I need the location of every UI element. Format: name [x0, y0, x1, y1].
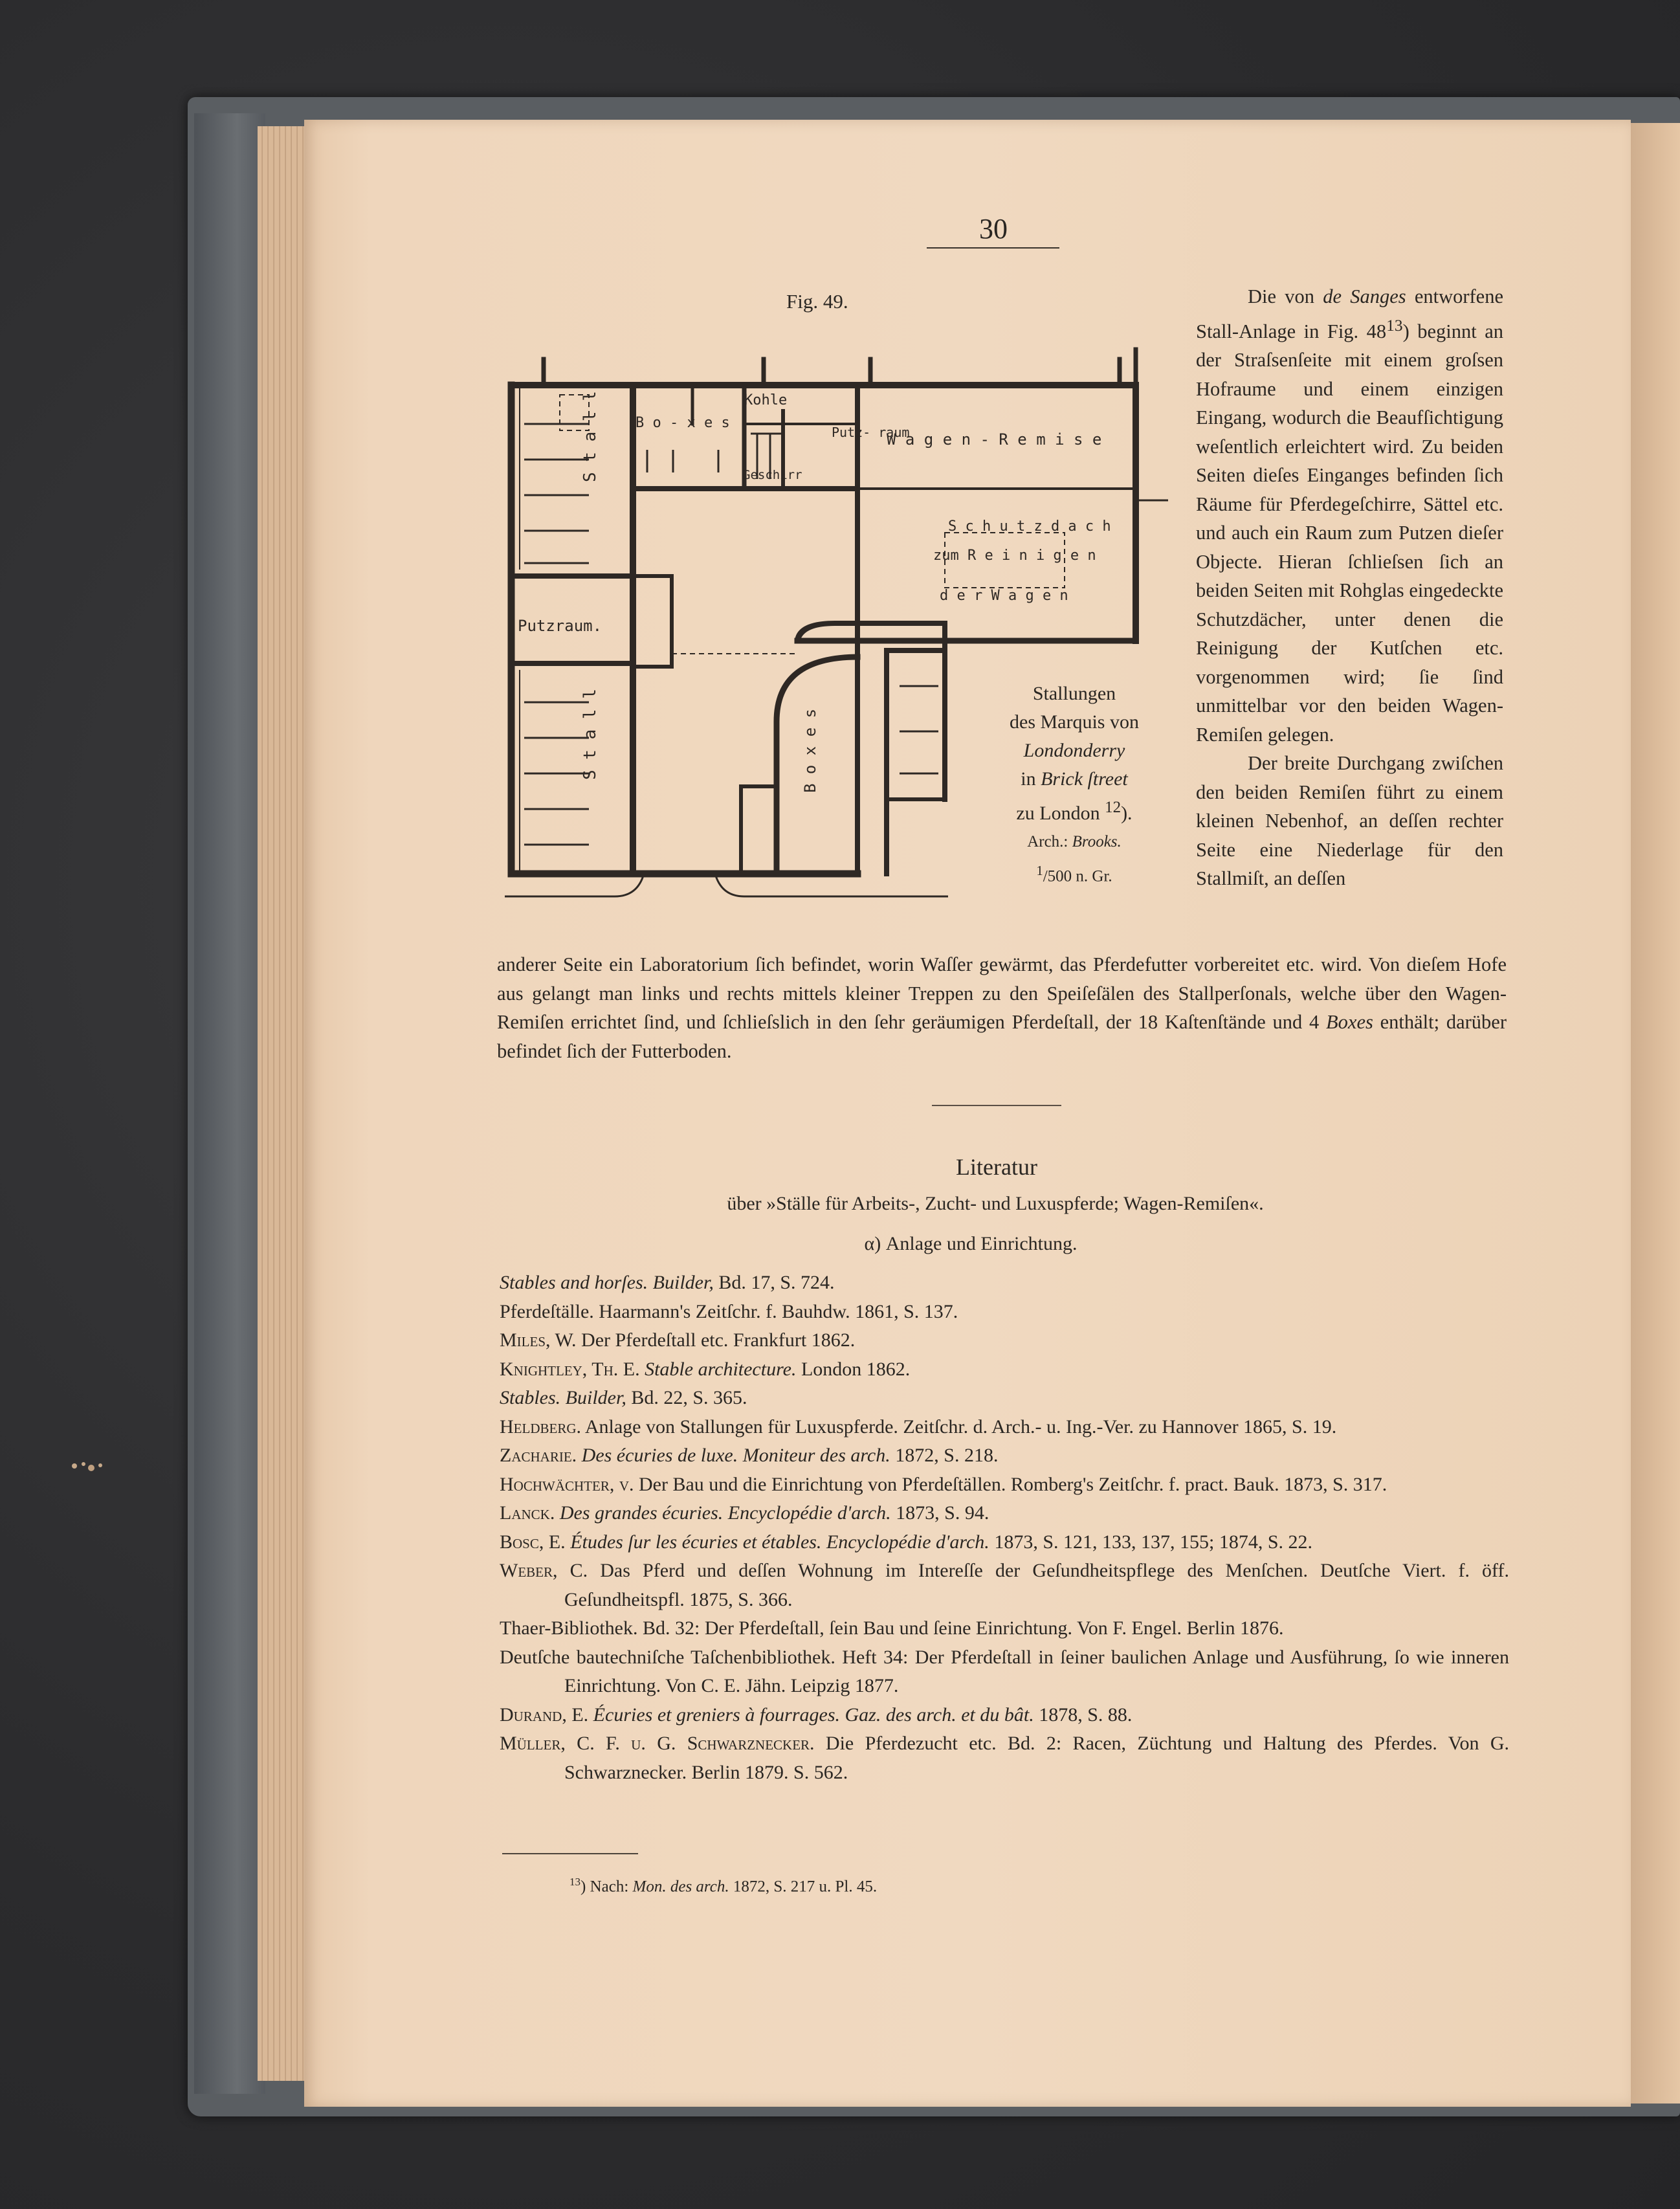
- caption-line-1: Stallungen: [1032, 683, 1116, 704]
- paragraph-1: [1196, 282, 1503, 749]
- reference-part-sc: Müller, C. F. u. G. Schwarznecker.: [500, 1733, 815, 1754]
- reference-entry: [500, 1701, 1509, 1730]
- caption-line-5: [971, 794, 1178, 828]
- reference-part-sc: Lanck.: [500, 1502, 555, 1524]
- plan-label-stall-top: S t a l l: [580, 391, 600, 482]
- footnote-prefix: ) Nach:: [580, 1878, 633, 1896]
- reference-part-sc: Heldberg.: [500, 1415, 581, 1438]
- plan-label-boxes-right: B o x e s: [801, 708, 819, 793]
- caption-line-3: Londonderry: [1023, 740, 1125, 761]
- reference-part-t1: Pferdeſtälle. Haarmann's Zeitſchr. f. Bauhdw. 1861, S. 137.: [500, 1300, 958, 1322]
- reference-entry: [500, 1499, 1509, 1528]
- caption-street: Brick ſtreet: [1041, 768, 1128, 790]
- caption-line-5-text: zu London: [1016, 803, 1100, 824]
- reference-part-t1: [723, 1502, 728, 1524]
- section-separator: [932, 1105, 1061, 1106]
- p1-a: Die von: [1248, 285, 1323, 307]
- footnote-number: 13: [569, 1876, 580, 1888]
- p1-note: 13: [1386, 316, 1403, 335]
- reference-part-sc: Zacharie.: [500, 1445, 577, 1466]
- reference-part-it2: Encyclopédie d'arch.: [727, 1502, 891, 1524]
- reference-part-sc: Weber, C.: [500, 1560, 588, 1581]
- reference-part-it2: Builder,: [652, 1272, 714, 1293]
- reference-part-t1: Der Bau und die Einrichtung von Pferdeſtällen. Romberg's Zeitſchr. f. pract. Bauk. 1873, S. 317.: [634, 1473, 1387, 1495]
- plan-label-kohle: Kohle: [744, 392, 788, 408]
- page-number-rule: [927, 247, 1059, 249]
- paragraph-2-continued: [497, 950, 1507, 1065]
- reference-entry: [500, 1441, 1509, 1471]
- plan-label-putzraum-left: Putzraum.: [518, 617, 602, 635]
- plan-label-boxes-top: B o - x e s: [636, 415, 730, 431]
- reference-entry: [500, 1614, 1509, 1643]
- caption-note: 12: [1105, 799, 1122, 816]
- reference-part-it1: Études ſur les écuries et étables.: [565, 1531, 822, 1553]
- caption-line-4-prefix: in: [1021, 768, 1041, 790]
- caption-architect: [971, 828, 1178, 856]
- reference-part-it1: Des grandes écuries.: [555, 1502, 724, 1524]
- reference-entry: [500, 1355, 1509, 1384]
- reference-part-it2: Gaz. des arch. et du bât.: [845, 1704, 1034, 1726]
- reference-entry: [500, 1471, 1509, 1500]
- reference-part-it1: Stable architecture.: [639, 1358, 797, 1380]
- reference-part-it1: Stables and horſes.: [500, 1272, 648, 1293]
- footnote-source: Mon. des arch.: [632, 1878, 729, 1896]
- reference-part-sc: Bosc, E.: [500, 1531, 566, 1553]
- reference-list: [500, 1269, 1509, 1787]
- literature-section: α) Anlage und Einrichtung.: [864, 1233, 1078, 1254]
- caption-line-2: des Marquis von: [1010, 711, 1139, 733]
- reference-part-t1: [840, 1704, 845, 1726]
- reference-part-t1: Thaer-Bibliothek. Bd. 32: Der Pferdeſtall, ſein Bau und ſeine Einrichtung. Von F. Engel. Berlin 1876.: [500, 1617, 1284, 1639]
- caption-scale-rest: /500 n. Gr.: [1043, 867, 1112, 885]
- figure-label: Fig. 49.: [786, 290, 848, 313]
- footnote: [569, 1876, 877, 1896]
- p1-c: entworfene Stall-Anlage in Fig. 48: [1196, 285, 1503, 342]
- footnote-rest: 1872, S. 217 u. Pl. 45.: [729, 1878, 878, 1896]
- reference-part-it1: Écuries et greniers à fourrages.: [588, 1704, 841, 1726]
- reference-part-t1: London 1862.: [796, 1358, 911, 1380]
- reference-part-t1: [821, 1531, 826, 1553]
- reference-entry: [500, 1326, 1509, 1355]
- plan-label-stall-bottom: S t a l l: [580, 689, 600, 780]
- stain-mark: [68, 1456, 107, 1476]
- side-column-text: [1196, 282, 1503, 893]
- reference-part-it1: Stables.: [500, 1387, 561, 1408]
- reference-part-sc: Durand, E.: [500, 1704, 589, 1726]
- reference-part-t2: Bd. 22, S. 365.: [626, 1387, 747, 1408]
- reference-part-t1: [560, 1387, 566, 1408]
- plan-label-geschirr: Geschirr: [743, 468, 802, 482]
- plan-label-wagen-remise: W a g e n - R e m i s e: [887, 430, 1102, 449]
- book-spine-edge: [194, 113, 265, 2094]
- caption-arch-name: Brooks.: [1072, 833, 1122, 850]
- literature-subtitle: über »Ställe für Arbeits-, Zucht- und Luxuspferde; Wagen-Remiſen«.: [727, 1193, 1264, 1214]
- reference-part-t1: Anlage von Stallungen für Luxuspferde. Zeitſchr. d. Arch.- u. Ing.-Ver. zu Hannover 1865, S. 19.: [581, 1415, 1337, 1438]
- plan-label-schutzdach: S c h u t z d a c h: [948, 518, 1111, 535]
- caption-scale: [971, 856, 1178, 891]
- reference-part-t1: Deutſche bautechniſche Taſchenbibliothek. Heft 34: Der Pferdeſtall in ſeiner baulichen Anlage und Ausführung, ſo wie inneren Einrichtung. Von C. E. Jähn. Leipzig 1877.: [500, 1646, 1509, 1696]
- reference-part-t1: [648, 1272, 653, 1293]
- reference-part-t1: Das Pferd und deſſen Wohnung im Intereſſe der Geſundheitspflege des Menſchen. Deutſche Viert. f. öff. Geſundheitspfl. 1875, S. 366.: [564, 1560, 1509, 1610]
- reference-part-t2: 1873, S. 94.: [890, 1502, 989, 1524]
- reference-part-t2: Bd. 17, S. 724.: [713, 1272, 835, 1293]
- reference-part-sc: Miles, W.: [500, 1329, 577, 1351]
- caption-line-4: [971, 765, 1178, 794]
- p1-architect: de Sanges: [1323, 285, 1406, 307]
- reference-entry: [500, 1269, 1509, 1298]
- plan-label-zum-reinigen: zum R e i n i g e n: [933, 548, 1096, 564]
- p1-d: ) beginnt an der Straſsenſeite mit einem groſsen Hofraume und einem einzigen Eingang, wodurch die Beaufſichtigung weſentlich erleichtert wird. Zu beiden Seiten dieſes Einganges befinden ſich Räume für Pferdegeſchirre, Sättel etc. und auch ein Raum zum Putzen dieſer Objecte. Hieran ſchlieſsen ſich an beiden Seiten mit Rohglas eingedeckte Schutzdächer, unter denen die Reinigung der Kutſchen etc. vorgenommen wird; ſie ſind unmittelbar vor den beiden Wagen-Remiſen gelegen.: [1196, 320, 1503, 746]
- plan-label-der-wagen: d e r W a g e n: [940, 588, 1068, 604]
- caption-arch-prefix: Arch.:: [1027, 833, 1072, 850]
- reference-part-t1: Der Pferdeſtall etc. Frankfurt 1862.: [576, 1329, 856, 1351]
- reference-entry: [500, 1729, 1509, 1787]
- reference-entry: [500, 1384, 1509, 1413]
- reference-part-t2: 1872, S. 218.: [890, 1445, 999, 1466]
- reference-entry: [500, 1413, 1509, 1442]
- p2-cont-a: anderer Seite ein Laboratorium ſich befindet, worin Waſſer gewärmt, das Pferdefutter vorbereitet etc. wird. Von dieſem Hofe aus gelangt man links und rechts mittels kleiner Treppen zu den Speiſeſälen des Stallperſonals, welche über den Wagen-Remiſen errichtet ſind, und ſchlieſslich in den ſehr geräumigen Pferdeſtall, der 18 Kaſtenſtände und 4: [497, 953, 1507, 1033]
- p2-cont-c: enthält; darüber befindet ſich der Futterboden.: [497, 1011, 1507, 1062]
- page-number: 30: [979, 213, 1008, 245]
- reference-part-t1: Die Pferdezucht etc. Bd. 2: Racen, Züchtung und Haltung des Pferdes. Von G. Schwarznecker. Berlin 1879. S. 562.: [564, 1733, 1509, 1783]
- reference-part-t2: 1873, S. 121, 133, 137, 155; 1874, S. 22.: [989, 1531, 1313, 1553]
- reference-entry: [500, 1557, 1509, 1614]
- footnote-rule: [502, 1853, 638, 1854]
- reference-entry: [500, 1643, 1509, 1701]
- reference-entry: [500, 1298, 1509, 1327]
- literature-title: Literatur: [956, 1154, 1037, 1180]
- reference-part-sc: Knightley, Th. E.: [500, 1358, 640, 1380]
- full-width-text: [497, 950, 1507, 1065]
- figure-caption: [971, 680, 1178, 891]
- plan-label-putzraum-top: Putz- raum: [832, 425, 910, 440]
- caption-line-5-suffix: ).: [1121, 803, 1133, 824]
- paragraph-2: Der breite Durchgang zwiſchen den beiden Remiſen führt zu einem kleinen Nebenhof, an deſſen rechter Seite eine Niederlage für den Stallmiſt, an deſſen: [1196, 752, 1503, 890]
- reference-part-t1: [738, 1445, 743, 1466]
- facing-page-edge: [1631, 123, 1680, 2104]
- caption-scale-num: 1: [1036, 863, 1043, 878]
- reference-part-it2: Moniteur des arch.: [742, 1445, 890, 1466]
- reference-part-it2: Encyclopédie d'arch.: [826, 1531, 989, 1553]
- reference-part-sc: Hochwächter, v.: [500, 1473, 634, 1495]
- reference-part-t2: 1878, S. 88.: [1033, 1704, 1133, 1726]
- reference-part-it1: Des écuries de luxe.: [577, 1445, 738, 1466]
- p2-cont-boxes: Boxes: [1326, 1011, 1373, 1033]
- reference-entry: [500, 1528, 1509, 1557]
- reference-part-it2: Builder,: [565, 1387, 626, 1408]
